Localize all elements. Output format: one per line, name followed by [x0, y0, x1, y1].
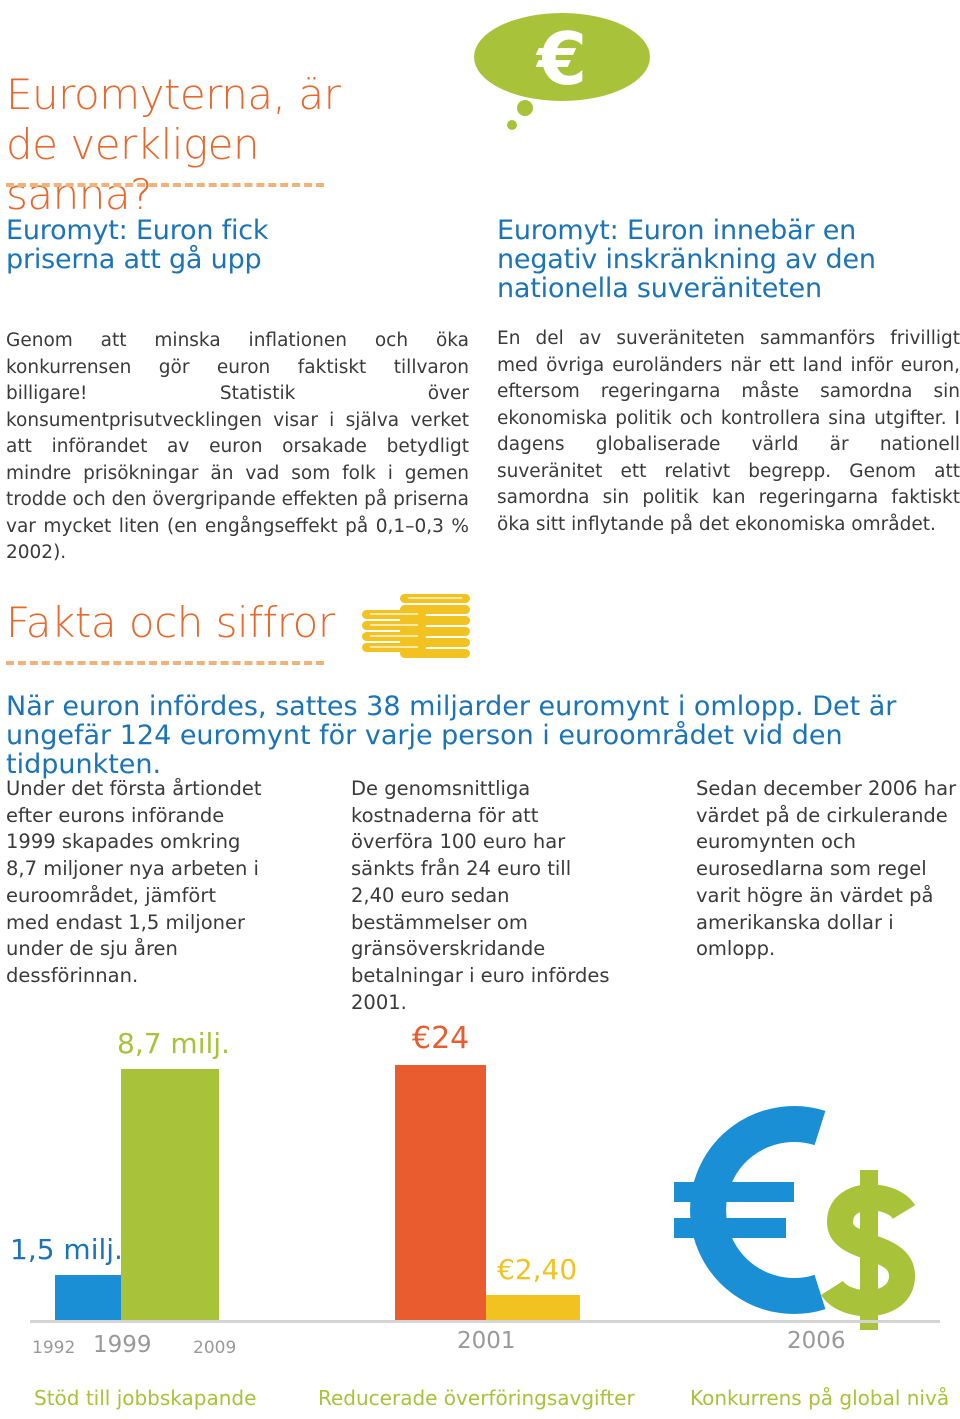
bar-2-40-euro — [486, 1295, 580, 1321]
tick-2006: 2006 — [787, 1328, 846, 1354]
myth1-body: Genom att minska inflationen och öka konkurrensen gör euron faktiskt tillvaron billigare! Statistik över konsumentprisutvecklingen visar i själva verket att införandet av euron orsakade betydligt mindre prisökningar än vad som folk i gemen trodde och den övergripande effekten på priserna var mycket liten (en engångseffekt på 0,1–0,3 % 2002). — [6, 330, 469, 563]
caption-jobs: Stöd till jobbskapande — [34, 1386, 257, 1410]
tick-1999: 1999 — [93, 1332, 152, 1358]
value-label-8-7: 8,7 milj. — [117, 1027, 230, 1060]
euro-sign-icon — [670, 1100, 840, 1320]
myth2-body: En del av suveräniteten sammanförs frivilligt med övriga euroländers när ett land inför euron, eftersom regeringarna måste samordna sin ekonomiska politik och kontrollera sina utgifter. I dagens globaliserade värld är nationell suveränitet ett relativt begrepp. Genom att samordna sin politik kan regeringarna faktiskt öka sitt inflytande på det ekonomiska området. — [497, 328, 960, 535]
tick-2009: 2009 — [193, 1338, 237, 1358]
bar-1992-1999 — [55, 1275, 121, 1320]
title-divider — [6, 183, 324, 187]
tick-2001: 2001 — [457, 1328, 516, 1354]
facts-col2: De genomsnittliga kostnaderna för att överföra 100 euro har sänkts från 24 euro till 2,40 euro sedan bestämmelser om gränsöverskridande betalningar i euro infördes 2001. — [351, 777, 610, 1014]
facts-divider — [6, 661, 324, 665]
facts-heading: Fakta och siffror — [6, 598, 335, 647]
facts-col3: Sedan december 2006 har värdet på de cirkulerande euromynten och eurosedlarna som regel varit högre än värdet på amerikanska dollar i omlopp. — [696, 777, 957, 961]
bar-1999-2009 — [121, 1069, 219, 1320]
facts-callout: När euron infördes, sattes 38 miljarder euromynt i omlopp. Det är ungefär 124 euromynt för varje person i euroområdet vid den tidpunkten. — [6, 691, 897, 780]
caption-fees: Reducerade överföringsavgifter — [318, 1386, 635, 1410]
coin-stacks-icon — [358, 590, 473, 665]
facts-col1: Under det första årtiondet efter eurons införande 1999 skapades omkring 8,7 miljoner nya arbeten i euroområdet, jämfört med endast 1,5 miljoner under de sju åren dessförinnan. — [6, 777, 262, 987]
tick-1992: 1992 — [32, 1338, 76, 1358]
value-label-1-5: 1,5 milj. — [10, 1233, 123, 1266]
dollar-sign-icon — [820, 1170, 920, 1330]
page-title: Euromyterna, är de verkligen sanna? — [6, 70, 341, 219]
chart-baseline — [30, 1320, 940, 1323]
caption-currency: Konkurrens på global nivå — [690, 1386, 950, 1410]
value-label-2-40: €2,40 — [497, 1252, 578, 1286]
bar-24-euro — [395, 1065, 486, 1320]
myth1-heading: Euromyt: Euron fick priserna att gå upp — [6, 215, 269, 275]
svg-text:€: € — [536, 17, 588, 101]
euro-speech-bubble-icon — [470, 10, 650, 135]
myth2-heading: Euromyt: Euron innebär en negativ inskränkning av den nationella suveräniteten — [497, 215, 876, 304]
value-label-24: €24 — [412, 1021, 470, 1056]
